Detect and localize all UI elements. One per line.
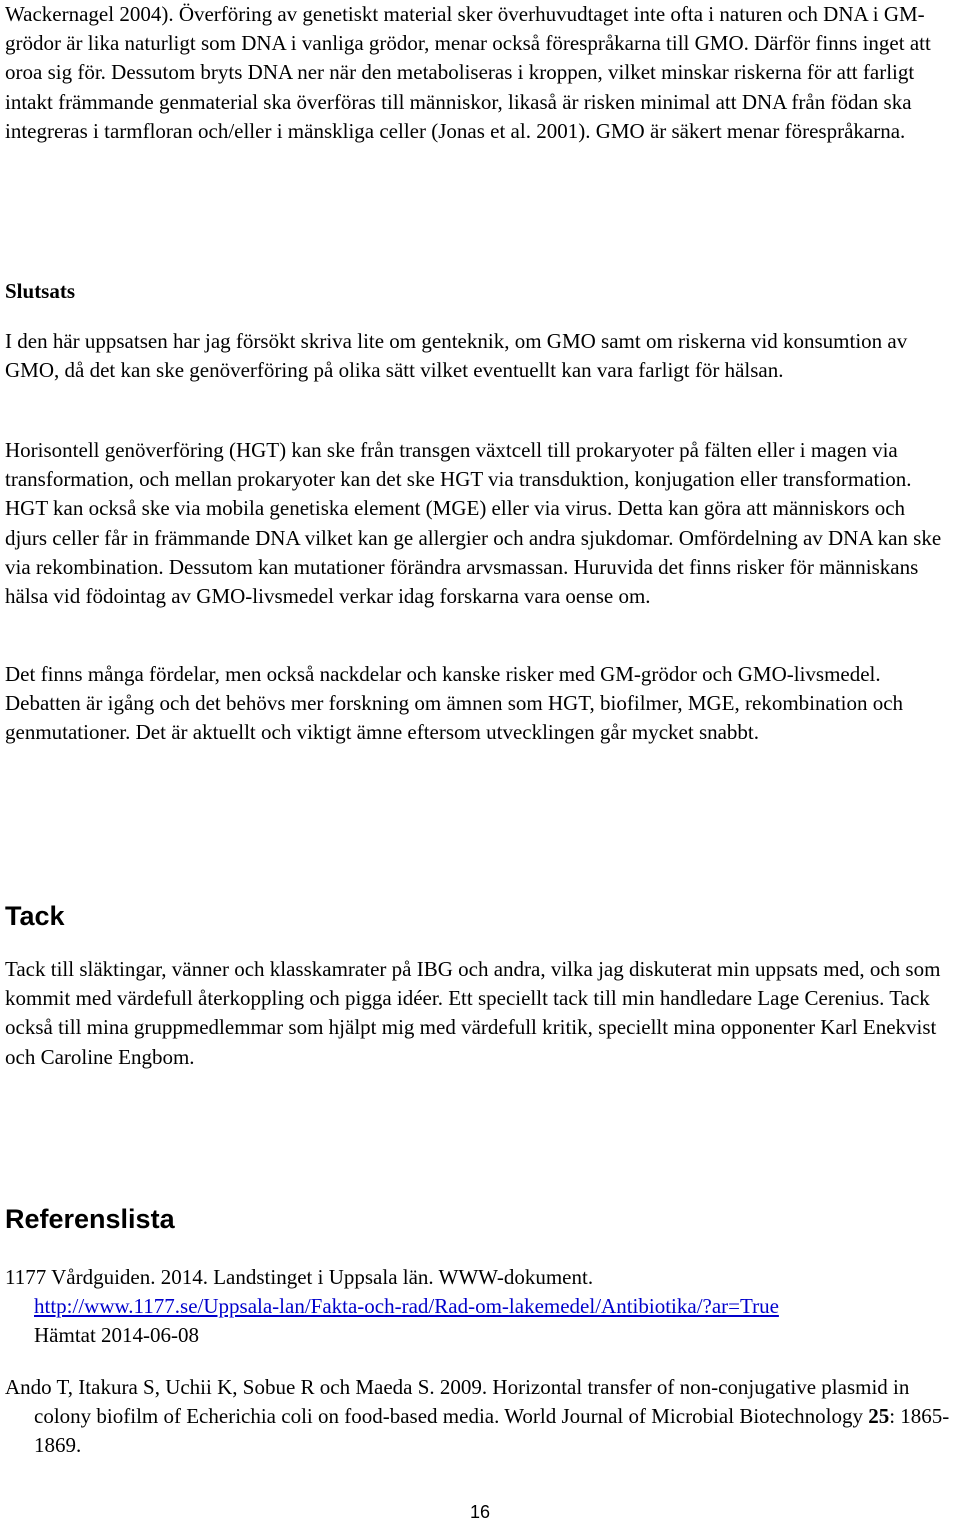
- reference-1-text: 1177 Vårdguiden. 2014. Landstinget i Uppsala län. WWW-dokument.: [5, 1265, 594, 1289]
- slutsats-paragraph-3: Det finns många fördelar, men också nackdelar och kanske risker med GM-grödor och GMO-livsmedel. Debatten är igång och det behövs mer forskning om ämnen som HGT, biofilmer, MGE, rekombination och genmutationer. Det är aktuellt och viktigt ämne eftersom utvecklingen går mycket snabbt.: [5, 662, 904, 745]
- referenslista-section: [5, 1203, 950, 1235]
- slutsats-section: [5, 277, 950, 306]
- reference-2-pages: : 1865-1869.: [34, 1404, 950, 1458]
- slutsats-heading: Slutsats: [5, 279, 76, 303]
- slutsats-paragraph-2-block: [5, 436, 950, 611]
- referenslista-heading: Referenslista: [5, 1204, 175, 1234]
- intro-paragraph-block: [5, 0, 950, 146]
- reference-1: [5, 1263, 950, 1351]
- tack-paragraph: Tack till släktingar, vänner och klasskamrater på IBG och andra, vilka jag diskuterat min uppsats med, och som kommit med värdefull återkoppling och pigga idéer. Ett speciellt tack till min handledare Lage Cerenius. Tack också till mina gruppmedlemmar som hjälpt mig med värdefull kritik, speciellt mina opponenter Karl Enekvist och Caroline Engbom.: [5, 957, 941, 1069]
- page-number: 16: [469, 1502, 491, 1522]
- tack-section: [5, 900, 950, 932]
- tack-heading: Tack: [5, 901, 65, 931]
- tack-paragraph-block: [5, 955, 950, 1072]
- slutsats-paragraph-3-block: [5, 660, 950, 748]
- reference-1-retrieved: Hämtat 2014-06-08: [34, 1323, 200, 1348]
- slutsats-paragraph-1-block: [5, 327, 950, 385]
- reference-2-text: Ando T, Itakura S, Uchii K, Sobue R och Maeda S. 2009. Horizontal transfer of non-conjugative plasmid in colony biofilm of Echerichia coli on food-based media. World Journal of Microbial Biotechnology: [5, 1375, 910, 1429]
- reference-1-link[interactable]: http://www.1177.se/Uppsala-lan/Fakta-och-rad/Rad-om-lakemedel/Antibiotika/?ar=True: [34, 1294, 779, 1319]
- reference-2-volume: 25: [868, 1404, 890, 1429]
- slutsats-paragraph-1: I den här uppsatsen har jag försökt skriva lite om genteknik, om GMO samt om riskerna vid konsumtion av GMO, då det kan ske genöverföring på olika sätt vilket eventuellt kan vara farligt för hälsan.: [5, 329, 908, 383]
- intro-paragraph: Wackernagel 2004). Överföring av genetiskt material sker överhuvudtaget inte ofta i naturen och DNA i GM-grödor är lika naturligt som DNA i vanliga grödor, menar också förespråkarna till GMO. Därför finns inget att oroa sig för. Dessutom bryts DNA ner när den metaboliseras i kroppen, vilket minskar riskerna för att farligt intakt främmande genmaterial ska överföras till människor, likaså är risken minimal att DNA från födan ska integreras i tarmfloran och/eller i mänskliga celler (Jonas et al. 2001). GMO är säkert menar förespråkarna.: [5, 2, 931, 143]
- slutsats-paragraph-2: Horisontell genöverföring (HGT) kan ske från transgen växtcell till prokaryoter på fälten eller i magen via transformation, och mellan prokaryoter kan det ske HGT via transduktion, konjugation eller transformation. HGT kan också ske via mobila genetiska element (MGE) eller via virus. Detta kan göra att människors och djurs celler får in främmande DNA vilket kan ge allergier och andra sjukdomar. Omfördelning av DNA kan ske via rekombination. Dessutom kan mutationer förändra arvsmassan. Huruvida det finns risker för människans hälsa vid födointag av GMO-livsmedel verkar idag forskarna vara oense om.: [5, 438, 942, 609]
- reference-2: [5, 1373, 950, 1461]
